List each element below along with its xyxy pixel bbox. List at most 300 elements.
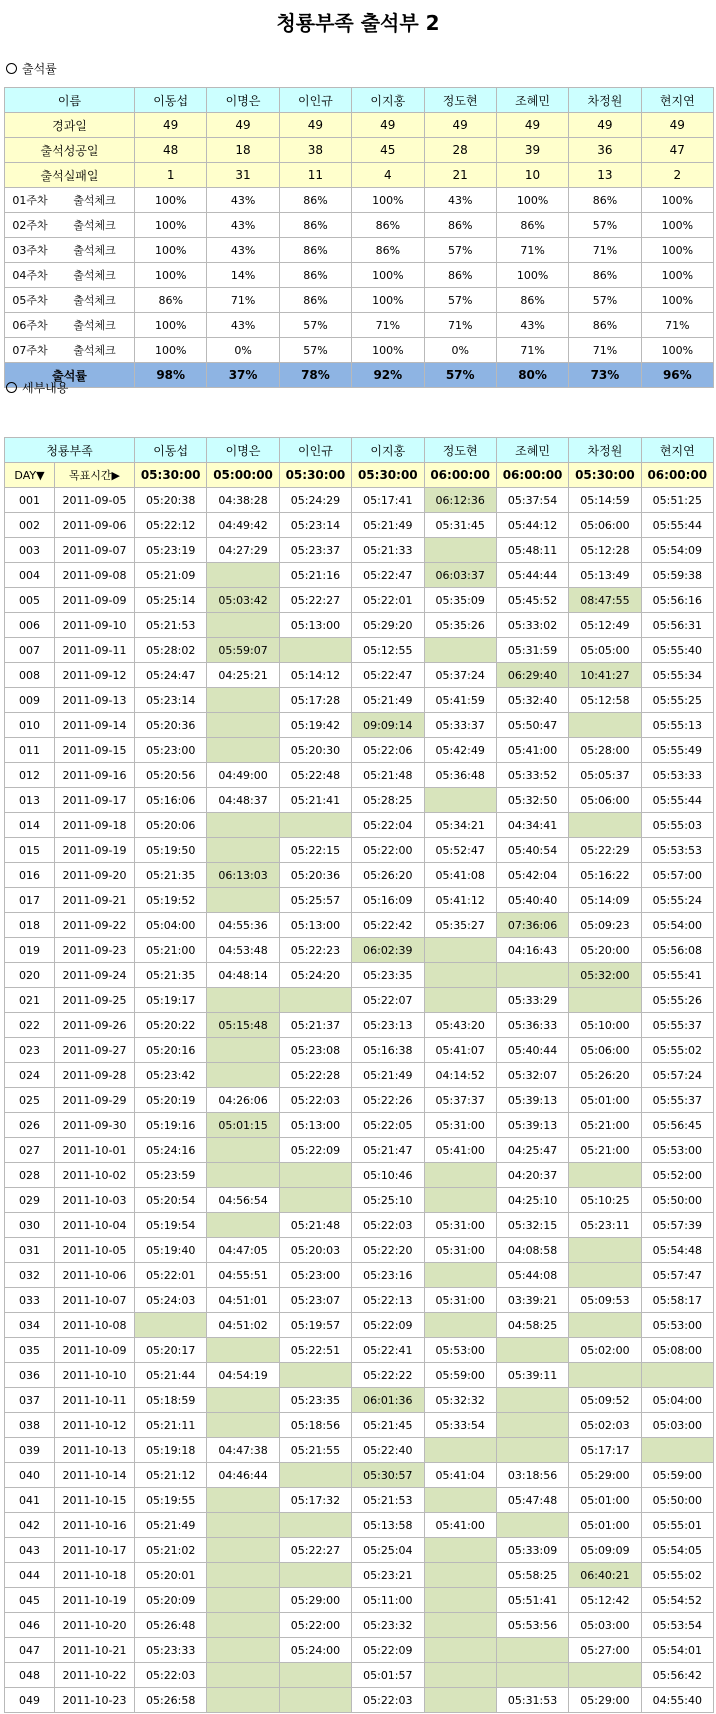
time-cell: 05:22:03 — [135, 1663, 207, 1688]
time-cell: 05:23:13 — [352, 1013, 424, 1038]
time-cell: 05:55:02 — [641, 1563, 713, 1588]
missed-time-cell — [279, 1363, 351, 1388]
member-name-cell: 정도현 — [424, 438, 496, 463]
missed-time-cell — [279, 1188, 351, 1213]
date-cell: 2011-09-09 — [55, 588, 135, 613]
missed-time-cell — [207, 988, 279, 1013]
day-number-cell: 042 — [5, 1513, 55, 1538]
stat-value-cell: 36 — [569, 138, 641, 163]
time-cell: 05:20:19 — [135, 1088, 207, 1113]
missed-time-cell — [207, 1163, 279, 1188]
time-cell: 05:24:47 — [135, 663, 207, 688]
day-number-cell: 045 — [5, 1588, 55, 1613]
member-name-cell: 이명은 — [207, 438, 279, 463]
day-row — [5, 563, 714, 588]
time-cell: 05:33:37 — [424, 713, 496, 738]
time-cell: 05:21:33 — [352, 538, 424, 563]
missed-time-cell — [207, 1213, 279, 1238]
week-row — [5, 338, 714, 363]
time-cell: 05:22:12 — [135, 513, 207, 538]
missed-time-cell: 07:36:06 — [496, 913, 568, 938]
time-cell: 05:55:25 — [641, 688, 713, 713]
target-time-cell: 05:30:00 — [352, 463, 424, 488]
missed-time-cell: 05:15:48 — [207, 1013, 279, 1038]
missed-time-cell — [496, 1338, 568, 1363]
missed-time-cell — [569, 813, 641, 838]
date-cell: 2011-09-22 — [55, 913, 135, 938]
missed-time-cell — [279, 1163, 351, 1188]
day-number-cell: 034 — [5, 1313, 55, 1338]
time-cell: 05:10:25 — [569, 1188, 641, 1213]
time-cell: 05:32:07 — [496, 1063, 568, 1088]
day-number-cell: 037 — [5, 1388, 55, 1413]
time-cell: 05:32:40 — [496, 688, 568, 713]
day-number-cell: 019 — [5, 938, 55, 963]
time-cell: 05:21:45 — [352, 1413, 424, 1438]
date-cell: 2011-10-18 — [55, 1563, 135, 1588]
time-cell: 05:22:03 — [352, 1688, 424, 1713]
week-row — [5, 213, 714, 238]
stat-label-cell: 출석성공일 — [5, 138, 135, 163]
week-rate-cell: 100% — [496, 188, 568, 213]
section-detail-label: 세부내용 — [22, 381, 69, 395]
time-cell: 05:23:59 — [135, 1163, 207, 1188]
time-cell: 05:24:29 — [279, 488, 351, 513]
time-cell: 05:13:49 — [569, 563, 641, 588]
day-row — [5, 1538, 714, 1563]
summary-header-row — [5, 88, 714, 113]
time-cell: 05:16:06 — [135, 788, 207, 813]
time-cell: 05:32:32 — [424, 1388, 496, 1413]
summary-table — [4, 87, 714, 388]
stat-value-cell: 31 — [207, 163, 279, 188]
time-cell: 05:21:47 — [352, 1138, 424, 1163]
time-cell: 05:22:28 — [279, 1063, 351, 1088]
week-check-label: 출석체크 — [73, 244, 116, 257]
time-cell: 05:19:54 — [135, 1213, 207, 1238]
date-cell: 2011-09-10 — [55, 613, 135, 638]
date-cell: 2011-10-06 — [55, 1263, 135, 1288]
time-cell: 05:22:51 — [279, 1338, 351, 1363]
time-cell: 05:22:04 — [352, 813, 424, 838]
time-cell: 05:53:33 — [641, 763, 713, 788]
day-row — [5, 863, 714, 888]
week-rate-cell: 57% — [569, 213, 641, 238]
day-number-cell: 009 — [5, 688, 55, 713]
date-cell: 2011-10-14 — [55, 1463, 135, 1488]
time-cell: 05:41:08 — [424, 863, 496, 888]
day-number-cell: 031 — [5, 1238, 55, 1263]
target-time-cell: 05:30:00 — [135, 463, 207, 488]
day-number-cell: 029 — [5, 1188, 55, 1213]
target-time-cell: 05:30:00 — [569, 463, 641, 488]
attendance-rate-row — [5, 363, 714, 388]
week-rate-cell: 86% — [496, 213, 568, 238]
time-cell: 04:55:40 — [641, 1688, 713, 1713]
time-cell: 05:35:26 — [424, 613, 496, 638]
time-cell: 05:40:44 — [496, 1038, 568, 1063]
day-row — [5, 1188, 714, 1213]
day-row — [5, 1638, 714, 1663]
missed-time-cell — [569, 1363, 641, 1388]
date-cell: 2011-09-06 — [55, 513, 135, 538]
date-cell: 2011-09-23 — [55, 938, 135, 963]
missed-time-cell — [424, 1438, 496, 1463]
missed-time-cell — [641, 1438, 713, 1463]
time-cell: 05:23:21 — [352, 1563, 424, 1588]
missed-time-cell — [279, 988, 351, 1013]
time-cell: 04:56:54 — [207, 1188, 279, 1213]
week-check-label: 출석체크 — [73, 269, 116, 282]
time-cell: 05:57:39 — [641, 1213, 713, 1238]
missed-time-cell — [207, 1338, 279, 1363]
date-cell: 2011-09-05 — [55, 488, 135, 513]
time-cell: 05:42:04 — [496, 863, 568, 888]
time-cell: 05:56:45 — [641, 1113, 713, 1138]
stat-value-cell: 49 — [424, 113, 496, 138]
day-row — [5, 738, 714, 763]
week-rate-cell: 86% — [279, 263, 351, 288]
day-number-cell: 046 — [5, 1613, 55, 1638]
stat-value-cell: 18 — [207, 138, 279, 163]
week-check-label: 출석체크 — [73, 194, 116, 207]
date-cell: 2011-09-25 — [55, 988, 135, 1013]
time-cell: 05:03:00 — [641, 1413, 713, 1438]
week-rate-cell: 100% — [641, 238, 713, 263]
week-rate-cell: 71% — [352, 313, 424, 338]
date-cell: 2011-10-07 — [55, 1288, 135, 1313]
week-check-label: 출석체크 — [73, 294, 116, 307]
time-cell: 05:21:49 — [135, 1513, 207, 1538]
week-rate-cell: 100% — [352, 263, 424, 288]
time-cell: 04:54:19 — [207, 1363, 279, 1388]
time-cell: 05:22:13 — [352, 1288, 424, 1313]
time-cell: 05:19:42 — [279, 713, 351, 738]
week-check-label: 출석체크 — [73, 219, 116, 232]
missed-time-cell — [279, 1563, 351, 1588]
week-number: 04주차 — [12, 269, 48, 282]
date-cell: 2011-10-13 — [55, 1438, 135, 1463]
day-row — [5, 1063, 714, 1088]
time-cell: 05:44:08 — [496, 1263, 568, 1288]
week-rate-cell: 43% — [207, 313, 279, 338]
date-cell: 2011-10-04 — [55, 1213, 135, 1238]
time-cell: 05:22:41 — [352, 1338, 424, 1363]
time-cell: 05:42:49 — [424, 738, 496, 763]
date-cell: 2011-10-05 — [55, 1238, 135, 1263]
time-cell: 04:26:06 — [207, 1088, 279, 1113]
missed-time-cell — [279, 638, 351, 663]
rate-value-cell: 78% — [279, 363, 351, 388]
missed-time-cell — [424, 1188, 496, 1213]
time-cell: 05:13:00 — [279, 1113, 351, 1138]
day-header-cell: DAY▼ — [5, 463, 55, 488]
time-cell: 05:22:23 — [279, 938, 351, 963]
time-cell: 04:49:42 — [207, 513, 279, 538]
time-cell: 05:23:35 — [352, 963, 424, 988]
time-cell: 05:02:00 — [569, 1338, 641, 1363]
rate-value-cell: 98% — [135, 363, 207, 388]
date-cell: 2011-10-01 — [55, 1138, 135, 1163]
time-cell: 05:16:09 — [352, 888, 424, 913]
week-number: 06주차 — [12, 319, 48, 332]
day-number-cell: 032 — [5, 1263, 55, 1288]
missed-time-cell — [424, 1263, 496, 1288]
time-cell: 05:48:11 — [496, 538, 568, 563]
time-cell: 05:21:35 — [135, 863, 207, 888]
time-cell: 05:54:48 — [641, 1238, 713, 1263]
time-cell: 05:40:40 — [496, 888, 568, 913]
day-number-cell: 036 — [5, 1363, 55, 1388]
time-cell: 04:47:05 — [207, 1238, 279, 1263]
time-cell: 05:54:05 — [641, 1538, 713, 1563]
date-cell: 2011-10-23 — [55, 1688, 135, 1713]
time-cell: 05:53:00 — [424, 1338, 496, 1363]
time-cell: 05:50:00 — [641, 1488, 713, 1513]
missed-time-cell — [496, 1413, 568, 1438]
stat-value-cell: 2 — [641, 163, 713, 188]
time-cell: 05:13:00 — [279, 913, 351, 938]
time-cell: 05:33:29 — [496, 988, 568, 1013]
time-cell: 05:19:17 — [135, 988, 207, 1013]
time-cell: 05:22:07 — [352, 988, 424, 1013]
day-number-cell: 039 — [5, 1438, 55, 1463]
time-cell: 05:20:06 — [135, 813, 207, 838]
time-cell: 05:22:06 — [352, 738, 424, 763]
time-cell: 05:20:36 — [135, 713, 207, 738]
time-cell: 05:29:00 — [279, 1588, 351, 1613]
missed-time-cell — [279, 813, 351, 838]
time-cell: 05:26:20 — [569, 1063, 641, 1088]
day-number-cell: 010 — [5, 713, 55, 738]
time-cell: 04:08:58 — [496, 1238, 568, 1263]
time-cell: 05:14:59 — [569, 488, 641, 513]
day-number-cell: 040 — [5, 1463, 55, 1488]
target-label-cell: 목표시간▶ — [55, 463, 135, 488]
time-cell: 05:21:02 — [135, 1538, 207, 1563]
date-cell: 2011-09-11 — [55, 638, 135, 663]
time-cell: 05:21:11 — [135, 1413, 207, 1438]
missed-time-cell — [569, 1663, 641, 1688]
day-number-cell: 049 — [5, 1688, 55, 1713]
day-row — [5, 813, 714, 838]
time-cell: 05:17:17 — [569, 1438, 641, 1463]
date-cell: 2011-10-17 — [55, 1538, 135, 1563]
missed-time-cell — [279, 1688, 351, 1713]
missed-time-cell: 05:01:15 — [207, 1113, 279, 1138]
time-cell: 05:55:03 — [641, 813, 713, 838]
missed-time-cell — [424, 963, 496, 988]
time-cell: 05:06:00 — [569, 513, 641, 538]
detail-table — [4, 437, 714, 1713]
missed-time-cell: 05:59:07 — [207, 638, 279, 663]
week-rate-cell: 86% — [569, 188, 641, 213]
time-cell: 05:44:12 — [496, 513, 568, 538]
member-name-cell: 이명은 — [207, 88, 279, 113]
time-cell: 05:51:41 — [496, 1588, 568, 1613]
stat-value-cell: 48 — [135, 138, 207, 163]
time-cell: 05:12:55 — [352, 638, 424, 663]
time-cell: 03:18:56 — [496, 1463, 568, 1488]
date-cell: 2011-09-12 — [55, 663, 135, 688]
day-number-cell: 043 — [5, 1538, 55, 1563]
time-cell: 05:06:00 — [569, 788, 641, 813]
time-cell: 05:20:16 — [135, 1038, 207, 1063]
time-cell: 05:23:11 — [569, 1213, 641, 1238]
missed-time-cell — [207, 713, 279, 738]
time-cell: 05:12:42 — [569, 1588, 641, 1613]
time-cell: 05:21:48 — [352, 763, 424, 788]
member-name-cell: 차정원 — [569, 438, 641, 463]
day-number-cell: 047 — [5, 1638, 55, 1663]
time-cell: 05:20:36 — [279, 863, 351, 888]
day-row — [5, 538, 714, 563]
missed-time-cell — [207, 1688, 279, 1713]
time-cell: 05:59:38 — [641, 563, 713, 588]
missed-time-cell — [207, 688, 279, 713]
time-cell: 05:23:16 — [352, 1263, 424, 1288]
time-cell: 05:37:37 — [424, 1088, 496, 1113]
day-row — [5, 688, 714, 713]
week-label-cell — [5, 238, 135, 263]
time-cell: 05:57:24 — [641, 1063, 713, 1088]
time-cell: 05:21:09 — [135, 563, 207, 588]
target-time-cell: 05:30:00 — [279, 463, 351, 488]
time-cell: 05:37:54 — [496, 488, 568, 513]
date-cell: 2011-09-20 — [55, 863, 135, 888]
missed-time-cell: 06:12:36 — [424, 488, 496, 513]
target-time-cell: 06:00:00 — [641, 463, 713, 488]
date-cell: 2011-09-15 — [55, 738, 135, 763]
time-cell: 05:17:32 — [279, 1488, 351, 1513]
time-cell: 05:31:59 — [496, 638, 568, 663]
time-cell: 04:48:14 — [207, 963, 279, 988]
week-rate-cell: 71% — [496, 338, 568, 363]
week-rate-cell: 86% — [424, 213, 496, 238]
missed-time-cell — [207, 813, 279, 838]
missed-time-cell — [569, 1238, 641, 1263]
time-cell: 05:35:09 — [424, 588, 496, 613]
missed-time-cell — [207, 613, 279, 638]
missed-time-cell — [569, 1313, 641, 1338]
stat-value-cell: 49 — [135, 113, 207, 138]
date-cell: 2011-09-13 — [55, 688, 135, 713]
date-cell: 2011-09-14 — [55, 713, 135, 738]
time-cell: 05:29:20 — [352, 613, 424, 638]
time-cell: 05:47:48 — [496, 1488, 568, 1513]
time-cell: 05:04:00 — [135, 913, 207, 938]
week-rate-cell: 100% — [641, 263, 713, 288]
time-cell: 05:19:55 — [135, 1488, 207, 1513]
day-row — [5, 963, 714, 988]
time-cell: 05:45:52 — [496, 588, 568, 613]
date-cell: 2011-09-18 — [55, 813, 135, 838]
week-rate-cell: 100% — [135, 263, 207, 288]
date-cell: 2011-09-21 — [55, 888, 135, 913]
time-cell: 05:55:37 — [641, 1013, 713, 1038]
missed-time-cell — [496, 1663, 568, 1688]
time-cell: 05:01:00 — [569, 1513, 641, 1538]
week-label-cell — [5, 288, 135, 313]
week-rate-cell: 71% — [424, 313, 496, 338]
time-cell: 05:26:20 — [352, 863, 424, 888]
missed-time-cell — [424, 1163, 496, 1188]
day-row — [5, 613, 714, 638]
missed-time-cell — [207, 1538, 279, 1563]
time-cell: 05:44:44 — [496, 563, 568, 588]
time-cell: 05:37:24 — [424, 663, 496, 688]
time-cell: 05:56:08 — [641, 938, 713, 963]
member-name-cell: 현지연 — [641, 88, 713, 113]
section-summary — [6, 61, 57, 77]
missed-time-cell — [207, 1513, 279, 1538]
day-number-cell: 048 — [5, 1663, 55, 1688]
week-rate-cell: 100% — [135, 338, 207, 363]
page-title: 청룡부족 출석부 2 — [276, 11, 440, 35]
missed-time-cell — [424, 1563, 496, 1588]
missed-time-cell — [207, 1638, 279, 1663]
time-cell: 05:33:02 — [496, 613, 568, 638]
day-number-cell: 008 — [5, 663, 55, 688]
time-cell: 05:34:21 — [424, 813, 496, 838]
day-row — [5, 1588, 714, 1613]
time-cell: 05:11:00 — [352, 1588, 424, 1613]
date-cell: 2011-10-11 — [55, 1388, 135, 1413]
time-cell: 05:22:48 — [279, 763, 351, 788]
week-rate-cell: 100% — [135, 313, 207, 338]
day-number-cell: 011 — [5, 738, 55, 763]
missed-time-cell — [569, 713, 641, 738]
week-rate-cell: 43% — [207, 213, 279, 238]
stat-value-cell: 49 — [496, 113, 568, 138]
stat-value-cell: 47 — [641, 138, 713, 163]
time-cell: 05:20:22 — [135, 1013, 207, 1038]
time-cell: 05:41:07 — [424, 1038, 496, 1063]
day-number-cell: 030 — [5, 1213, 55, 1238]
time-cell: 04:49:00 — [207, 763, 279, 788]
time-cell: 05:58:17 — [641, 1288, 713, 1313]
time-cell: 05:21:00 — [135, 938, 207, 963]
time-cell: 05:22:22 — [352, 1363, 424, 1388]
stat-value-cell: 10 — [496, 163, 568, 188]
time-cell: 05:20:30 — [279, 738, 351, 763]
time-cell: 05:57:00 — [641, 863, 713, 888]
day-number-cell: 021 — [5, 988, 55, 1013]
time-cell: 05:21:55 — [279, 1438, 351, 1463]
time-cell: 05:23:19 — [135, 538, 207, 563]
time-cell: 04:58:25 — [496, 1313, 568, 1338]
time-cell: 05:22:29 — [569, 838, 641, 863]
date-cell: 2011-10-15 — [55, 1488, 135, 1513]
week-row — [5, 188, 714, 213]
time-cell: 05:06:00 — [569, 1038, 641, 1063]
day-number-cell: 003 — [5, 538, 55, 563]
stat-value-cell: 38 — [279, 138, 351, 163]
day-number-cell: 015 — [5, 838, 55, 863]
day-number-cell: 041 — [5, 1488, 55, 1513]
time-cell: 05:35:27 — [424, 913, 496, 938]
member-name-cell: 차정원 — [569, 88, 641, 113]
time-cell: 05:33:09 — [496, 1538, 568, 1563]
date-cell: 2011-09-27 — [55, 1038, 135, 1063]
time-cell: 05:24:00 — [279, 1638, 351, 1663]
time-cell: 05:16:38 — [352, 1038, 424, 1063]
missed-time-cell — [496, 1513, 568, 1538]
missed-time-cell — [207, 1613, 279, 1638]
time-cell: 05:58:25 — [496, 1563, 568, 1588]
time-cell: 05:20:38 — [135, 488, 207, 513]
time-cell: 05:12:58 — [569, 688, 641, 713]
